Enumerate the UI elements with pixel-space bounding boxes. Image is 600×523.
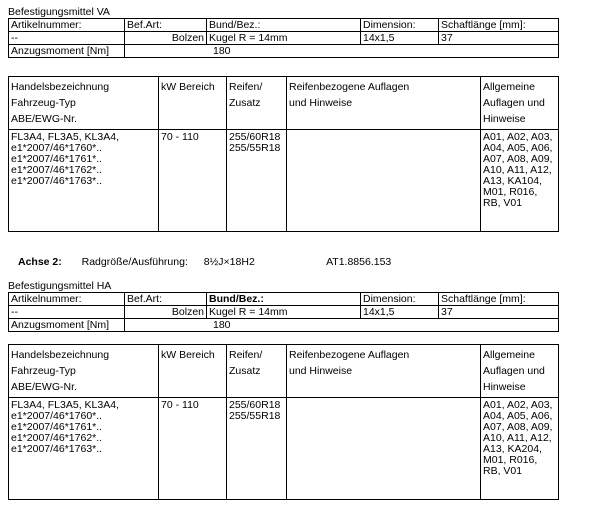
fastener-section-title-ha: Befestigungsmittel HA [8, 280, 136, 293]
fastener-header-row [9, 293, 559, 306]
value-collar: Kugel R = 14mm [207, 306, 361, 319]
fastener-section-title-va: Befestigungsmittel VA [8, 6, 136, 19]
header-dimension: Dimension: [361, 19, 439, 32]
header-shaft-length: Schaftlänge [mm]: [439, 19, 559, 32]
header-tire-notes: Reifenbezogene Auflagen und Hinweise [287, 77, 481, 130]
tire-sizes: 255/60R18 255/55R18 [227, 130, 287, 232]
tire-sizes: 255/60R18 255/55R18 [227, 398, 287, 500]
header-tires: Reifen/ Zusatz [227, 345, 287, 398]
kw-range: 70 - 110 [159, 130, 227, 232]
torque-label: Anzugsmoment [Nm] [9, 319, 125, 332]
header-tire-notes: Reifenbezogene Auflagen und Hinweise [287, 345, 481, 398]
header-shaft-length: Schaftlänge [mm]: [439, 293, 559, 306]
tire-notes [287, 130, 481, 232]
vehicle-table-va [8, 76, 559, 232]
value-shaft-length: 37 [439, 306, 559, 319]
torque-row [9, 45, 559, 58]
vehicle-designation: FL3A4, FL3A5, KL3A4, e1*2007/46*1760*.. e1*2007/46*1761*.. e1*2007/46*1762*.. e1*2007/46*1763*.. [9, 398, 159, 500]
value-fastener-type: Bolzen [125, 32, 207, 45]
fastener-value-row [9, 32, 559, 45]
header-kw-range: kW Bereich [159, 77, 227, 130]
header-article-number: Artikelnummer: [9, 293, 125, 306]
fastener-value-row [9, 306, 559, 319]
header-collar: Bund/Bez.: [207, 293, 361, 306]
vehicle-header-row [9, 77, 559, 130]
torque-label: Anzugsmoment [Nm] [9, 45, 125, 58]
vehicle-row [9, 398, 559, 500]
vehicle-designation: FL3A4, FL3A5, KL3A4, e1*2007/46*1760*.. e1*2007/46*1761*.. e1*2007/46*1762*.. e1*2007/46*1763*.. [9, 130, 159, 232]
header-general-notes: Allgemeine Auflagen und Hinweise [481, 77, 559, 130]
vehicle-table-ha [8, 344, 559, 500]
general-notes: A01, A02, A03, A04, A05, A06, A07, A08, A09, A10, A11, A12, A13, KA204, M01, R016, RB, V01 [481, 398, 559, 500]
wheel-size-label: Radgröße/Ausführung: [81, 256, 188, 268]
value-collar: Kugel R = 14mm [207, 32, 361, 45]
axle-label: Achse 2: [18, 256, 62, 268]
header-fastener-type: Bef.Art: [125, 293, 207, 306]
header-tires: Reifen/ Zusatz [227, 77, 287, 130]
kw-range: 70 - 110 [159, 398, 227, 500]
value-fastener-type: Bolzen [125, 306, 207, 319]
value-article-number: -- [9, 32, 125, 45]
axle-line [18, 256, 391, 268]
vehicle-row [9, 130, 559, 232]
header-fastener-type: Bef.Art: [125, 19, 207, 32]
header-general-notes: Allgemeine Auflagen und Hinweise [481, 345, 559, 398]
fastener-header-row [9, 19, 559, 32]
fastener-table-va [8, 18, 559, 58]
header-trade-name: Handelsbezeichnung Fahrzeug-Typ ABE/EWG-Nr. [9, 77, 159, 130]
general-notes: A01, A02, A03, A04, A05, A06, A07, A08, A09, A10, A11, A12, A13, KA104, M01, R016, RB, V01 [481, 130, 559, 232]
wheel-size-value: 8½J×18H2 [203, 256, 255, 268]
torque-row [9, 319, 559, 332]
value-dimension: 14x1,5 [361, 306, 439, 319]
value-article-number: -- [9, 306, 125, 319]
header-dimension: Dimension: [361, 293, 439, 306]
header-collar: Bund/Bez.: [207, 19, 361, 32]
header-trade-name: Handelsbezeichnung Fahrzeug-Typ ABE/EWG-Nr. [9, 345, 159, 398]
header-article-number: Artikelnummer: [9, 19, 125, 32]
tire-notes [287, 398, 481, 500]
vehicle-header-row [9, 345, 559, 398]
value-dimension: 14x1,5 [361, 32, 439, 45]
header-kw-range: kW Bereich [159, 345, 227, 398]
torque-value: 180 [125, 45, 559, 58]
value-shaft-length: 37 [439, 32, 559, 45]
fastener-table-ha [8, 292, 559, 332]
approval-code: AT1.8856.153 [326, 256, 392, 268]
torque-value: 180 [125, 319, 559, 332]
